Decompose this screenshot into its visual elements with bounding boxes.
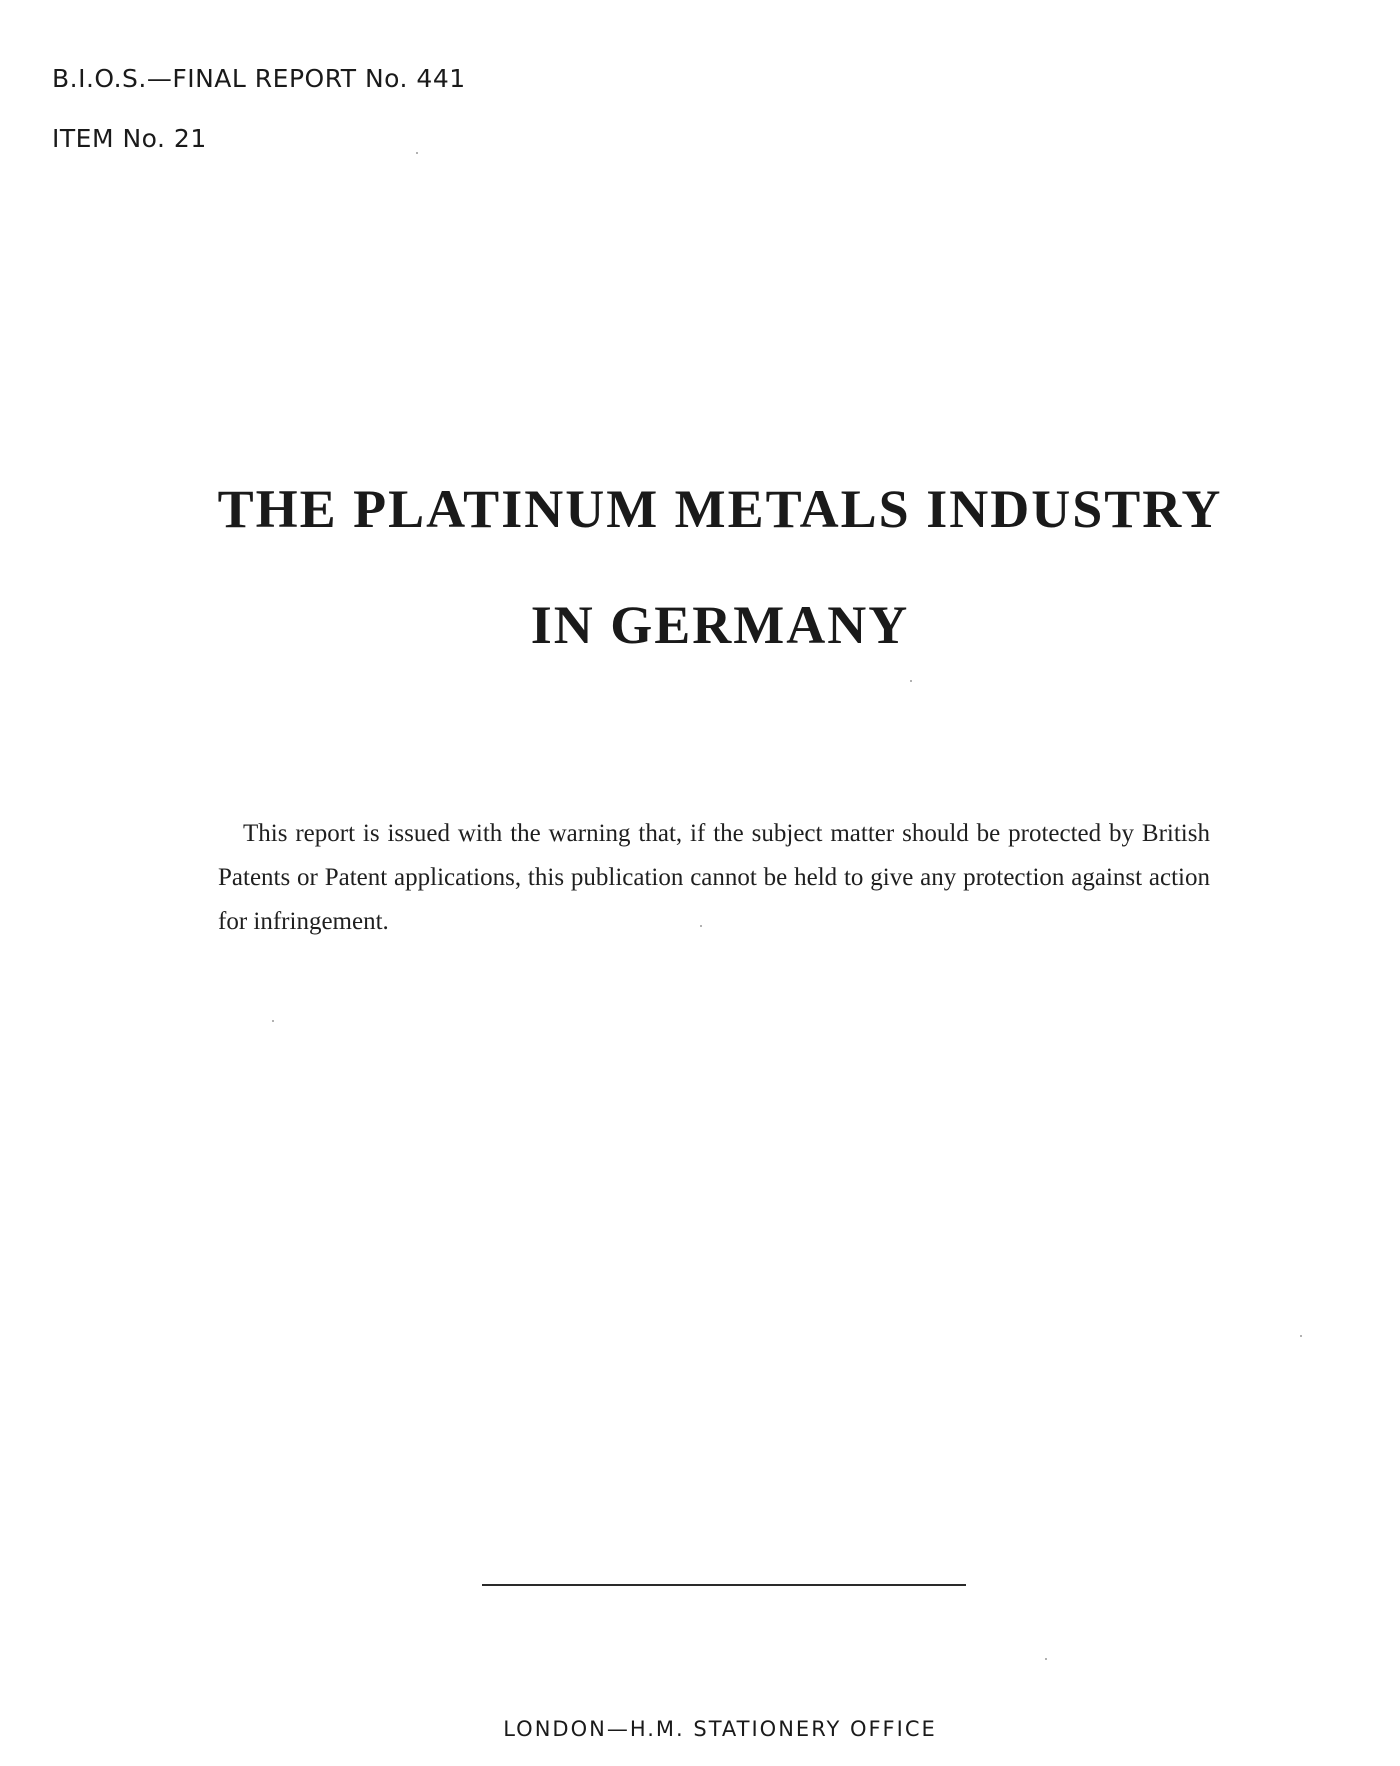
item-number: ITEM No. 21 — [52, 124, 207, 153]
scan-speck — [272, 1020, 274, 1022]
report-number: B.I.O.S.—FINAL REPORT No. 441 — [52, 64, 466, 93]
scan-speck — [910, 680, 912, 682]
scan-speck — [700, 925, 702, 927]
horizontal-rule — [482, 1584, 966, 1586]
publisher-footer: LONDON—H.M. STATIONERY OFFICE — [503, 1717, 937, 1741]
scan-speck — [1045, 1658, 1047, 1660]
scan-speck — [416, 152, 418, 154]
patent-warning: This report is issued with the warning that, if the subject matter should be protected by British Patents or Patent applications, this publication cannot be held to give any protection against action for infringement. — [218, 820, 1210, 935]
scan-speck — [1300, 1335, 1302, 1337]
title-line-2: IN GERMANY — [530, 595, 910, 655]
title-line-1: THE PLATINUM METALS INDUSTRY — [217, 479, 1223, 539]
